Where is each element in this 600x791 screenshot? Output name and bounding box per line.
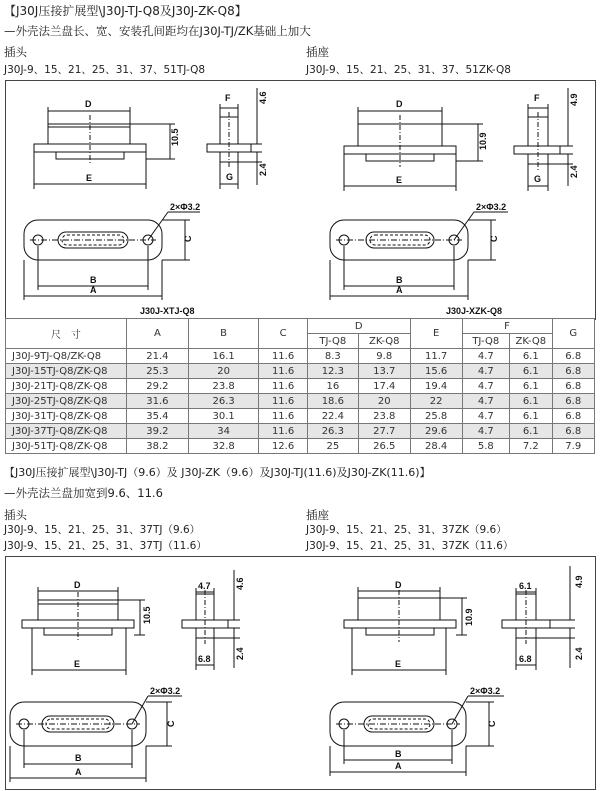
plug2-dim-e: E — [74, 659, 81, 669]
cell-c: 11.6 — [259, 379, 307, 394]
cell-c: 11.6 — [259, 424, 307, 439]
plug-dim-g1: 2.4 — [258, 163, 268, 176]
cell-f-zk: 7.2 — [510, 439, 552, 454]
plug-dim-a: A — [90, 285, 97, 295]
cell-b: 23.8 — [188, 379, 258, 394]
cell-a: 25.3 — [126, 364, 188, 379]
socket-dim-b: B — [396, 275, 403, 285]
plug-dim-e: E — [86, 173, 93, 183]
cell-e: 28.4 — [410, 439, 462, 454]
th-d-zk: ZK-Q8 — [358, 334, 410, 349]
section2-note: —外壳法兰盘加宽到9.6、11.6 — [4, 486, 163, 500]
cell-f-zk: 6.1 — [510, 379, 552, 394]
socket-dim-f2: 4.9 — [569, 93, 579, 106]
cell-c: 12.6 — [259, 439, 307, 454]
plug2-models-1: J30J-9、15、21、25、31、37TJ（9.6） — [4, 524, 201, 536]
th-size: 尺 寸 — [6, 319, 127, 349]
socket-dim-d: D — [396, 99, 403, 109]
plug-dim-f: F — [225, 93, 231, 103]
plug-label: 插头 — [4, 45, 27, 59]
th-c: C — [259, 319, 307, 349]
plug2-dim-f1: 4.6 — [235, 577, 245, 590]
cell-f-zk: 6.1 — [510, 424, 552, 439]
th-f-tj: TJ-Q8 — [462, 334, 509, 349]
cell-b: 16.1 — [188, 349, 258, 364]
socket2-dim-w: 6.1 — [519, 581, 532, 591]
th-d-tj: TJ-Q8 — [307, 334, 358, 349]
cell-f-zk: 6.1 — [510, 394, 552, 409]
cell-a: 39.2 — [126, 424, 188, 439]
cell-f-tj: 4.7 — [462, 379, 509, 394]
plug-dim-h: 10.5 — [170, 128, 180, 146]
cell-a: 29.2 — [126, 379, 188, 394]
socket-label: 插座 — [306, 45, 329, 59]
cell-b: 20 — [188, 364, 258, 379]
plug2-label: 插头 — [4, 508, 27, 522]
cell-b: 32.8 — [188, 439, 258, 454]
cell-b: 34 — [188, 424, 258, 439]
cell-d-tj: 25 — [307, 439, 358, 454]
plug2-dim-b: 6.8 — [198, 654, 211, 664]
socket-models: J30J-9、15、21、25、31、37、51ZK-Q8 — [306, 64, 511, 76]
socket2-dim-d: D — [395, 580, 402, 590]
plug2-dim-w: 4.7 — [198, 581, 211, 591]
cell-d-zk: 20 — [358, 394, 410, 409]
socket-dim-g: G — [534, 174, 542, 184]
th-d: D — [307, 319, 410, 334]
cell-d-zk: 9.8 — [358, 349, 410, 364]
plug2-dim-h: 10.5 — [142, 606, 152, 624]
plug-dim-holes: 2×Φ3.2 — [170, 202, 201, 212]
socket-dim-a: A — [396, 285, 403, 295]
socket-dim-f: F — [534, 93, 540, 103]
cell-e: 11.7 — [410, 349, 462, 364]
cell-f-tj: 4.7 — [462, 364, 509, 379]
socket2-dim-c: C — [487, 720, 497, 727]
cell-d-zk: 23.8 — [358, 409, 410, 424]
cell-f-tj: 4.7 — [462, 394, 509, 409]
socket2-dim-a: A — [395, 761, 402, 771]
cell-c: 11.6 — [259, 409, 307, 424]
cell-f-tj: 4.7 — [462, 424, 509, 439]
cell-d-tj: 8.3 — [307, 349, 358, 364]
socket2-label: 插座 — [306, 508, 329, 522]
socket2-models-2: J30J-9、15、21、25、31、37ZK（11.6） — [306, 540, 514, 552]
th-g: G — [552, 319, 594, 349]
plug2-dim-bb: B — [75, 753, 82, 763]
cell-f-tj: 4.7 — [462, 349, 509, 364]
cell-d-tj: 16 — [307, 379, 358, 394]
plug2-dim-d: D — [74, 580, 81, 590]
cell-e: 29.6 — [410, 424, 462, 439]
row-model-name: J30J-21TJ-Q8/ZK-Q8 — [6, 379, 127, 394]
cell-a: 21.4 — [126, 349, 188, 364]
cell-d-zk: 17.4 — [358, 379, 410, 394]
socket2-dim-f2: 4.9 — [574, 575, 584, 588]
socket-dim-h: 10.9 — [478, 132, 488, 150]
th-f-zk: ZK-Q8 — [510, 334, 552, 349]
plug-dim-c: C — [183, 235, 193, 242]
row-model-name: J30J-15TJ-Q8/ZK-Q8 — [6, 364, 127, 379]
plug-dim-d: D — [85, 99, 92, 109]
cell-f-zk: 6.1 — [510, 409, 552, 424]
cell-d-zk: 27.7 — [358, 424, 410, 439]
socket2-dim-h: 10.9 — [464, 608, 474, 626]
section2-title: 【J30J压接扩展型\J30J-TJ（9.6）及 J30J-ZK（9.6）及J30J-TJ(11.6)及J30J-ZK(11.6)】 — [4, 466, 431, 479]
cell-e: 15.6 — [410, 364, 462, 379]
section1-title: 【J30J压接扩展型\J30J-TJ-Q8及J30J-ZK-Q8】 — [4, 4, 247, 18]
cell-g: 6.8 — [552, 364, 594, 379]
plug-dim-b: B — [90, 275, 97, 285]
socket-caption: J30J-XZK-Q8 — [446, 306, 503, 316]
socket2-dim-bb: B — [395, 749, 402, 759]
cell-d-tj: 22.4 — [307, 409, 358, 424]
socket2-dim-g2: 2.4 — [574, 647, 584, 660]
th-b: B — [188, 319, 258, 349]
cell-e: 25.8 — [410, 409, 462, 424]
cell-d-tj: 26.3 — [307, 424, 358, 439]
cell-f-tj: 4.7 — [462, 409, 509, 424]
cell-f-tj: 5.8 — [462, 439, 509, 454]
socket-dim-g2: 2.4 — [569, 165, 579, 178]
row-model-name: J30J-37TJ-Q8/ZK-Q8 — [6, 424, 127, 439]
socket2-dim-e: E — [395, 659, 402, 669]
plug2-dim-holes: 2×Φ3.2 — [150, 686, 181, 696]
cell-d-tj: 18.6 — [307, 394, 358, 409]
plug-dim-f1: 4.6 — [258, 91, 268, 104]
socket-dim-e: E — [396, 175, 403, 185]
row-model-name: J30J-51TJ-Q8/ZK-Q8 — [6, 439, 127, 454]
cell-a: 38.2 — [126, 439, 188, 454]
socket2-dim-b: 6.8 — [519, 654, 532, 664]
plug2-models-2: J30J-9、15、21、25、31、37TJ（11.6） — [4, 540, 207, 552]
cell-g: 6.8 — [552, 394, 594, 409]
cell-e: 19.4 — [410, 379, 462, 394]
cell-d-zk: 26.5 — [358, 439, 410, 454]
cell-d-zk: 13.7 — [358, 364, 410, 379]
cell-g: 6.8 — [552, 424, 594, 439]
socket-dim-holes: 2×Φ3.2 — [476, 202, 507, 212]
section1-note: —外壳法兰盘长、宽、安装孔间距均在J30J-TJ/ZK基础上加大 — [4, 24, 311, 38]
cell-g: 6.8 — [552, 379, 594, 394]
row-model-name: J30J-31TJ-Q8/ZK-Q8 — [6, 409, 127, 424]
cell-g: 7.9 — [552, 439, 594, 454]
row-model-name: J30J-25TJ-Q8/ZK-Q8 — [6, 394, 127, 409]
cell-a: 31.6 — [126, 394, 188, 409]
socket-dim-c: C — [489, 235, 499, 242]
cell-f-zk: 6.1 — [510, 349, 552, 364]
cell-b: 30.1 — [188, 409, 258, 424]
cell-a: 35.4 — [126, 409, 188, 424]
socket2-models-1: J30J-9、15、21、25、31、37ZK（9.6） — [306, 524, 507, 536]
plug2-dim-g1: 2.4 — [235, 647, 245, 660]
cell-b: 26.3 — [188, 394, 258, 409]
cell-d-tj: 12.3 — [307, 364, 358, 379]
plug-models: J30J-9、15、21、25、31、37、51TJ-Q8 — [4, 64, 206, 76]
cell-g: 6.8 — [552, 349, 594, 364]
cell-g: 6.8 — [552, 409, 594, 424]
socket2-dim-holes: 2×Φ3.2 — [470, 686, 501, 696]
cell-c: 11.6 — [259, 394, 307, 409]
plug2-dim-a: A — [75, 767, 82, 777]
plug-caption: J30J-XTJ-Q8 — [140, 306, 195, 316]
cell-e: 22 — [410, 394, 462, 409]
row-model-name: J30J-9TJ-Q8/ZK-Q8 — [6, 349, 127, 364]
th-f: F — [462, 319, 552, 334]
th-a: A — [126, 319, 188, 349]
th-e: E — [410, 319, 462, 349]
plug-dim-g: G — [226, 172, 234, 182]
cell-c: 11.6 — [259, 349, 307, 364]
cell-c: 11.6 — [259, 364, 307, 379]
plug2-dim-c: C — [166, 720, 176, 727]
cell-f-zk: 6.1 — [510, 364, 552, 379]
